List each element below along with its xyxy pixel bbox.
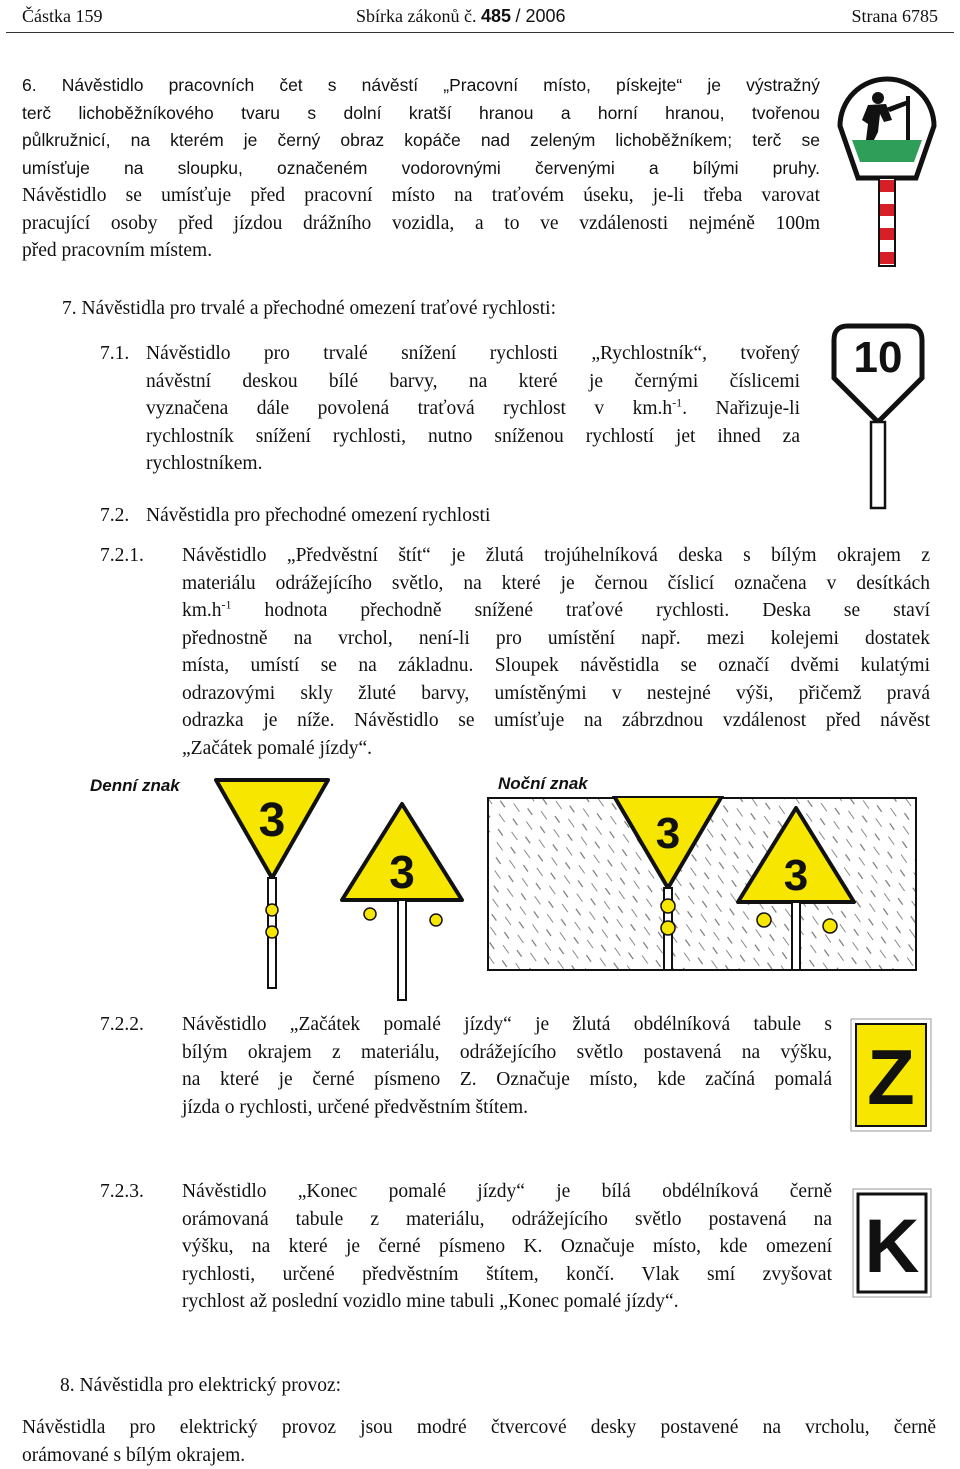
section-6-text-a: 6. Návěstidlo pracovních čet s návěstí „Pracovní místo, pískejte“ je výstražný terč lichoběžníkového tvaru s dolní kratší hranou a horní hranou, tvořenou půlkružnicí, na kterém je černý obraz kopáče nad zeleným lichoběžníkem; terč se umísťuje na sloupku, označeném vodorovnými červenými a bílými pruhy. <box>22 75 820 178</box>
svg-text:3: 3 <box>389 846 415 898</box>
section-7-2-3-number: 7.2.3. <box>100 1181 144 1202</box>
header-year: / 2006 <box>515 6 566 26</box>
end-slow-sign-letter: K <box>864 1204 920 1289</box>
section-7-2-2-number: 7.2.2. <box>100 1014 144 1035</box>
header-rule <box>6 32 954 33</box>
start-slow-sign-letter: Z <box>867 1033 915 1121</box>
night-sign-illustration <box>486 796 918 974</box>
section-7-2-1-number: 7.2.1. <box>100 545 144 566</box>
speed-sign-number: 10 <box>853 333 903 382</box>
predsignal-sign-top-vertex <box>216 780 328 988</box>
header-law-number: 485 <box>480 6 512 26</box>
header-page: Strana 6785 <box>851 6 938 26</box>
section-8-heading: 8. Návěstidla pro elektrický provoz: <box>60 1375 342 1396</box>
section-7-2-number: 7.2. <box>100 505 130 526</box>
section-7-1-number: 7.1. <box>100 343 130 364</box>
section-7-1-text: Návěstidlo pro trvalé snížení rychlosti „Rychlostník“, tvořený návěstní deskou bílé barvy, na které je černými číslicemi vyznačena dále povolená traťová rychlost v $km.h^{-1}$. Nařizuje-li rychlostník snížení rychlosti, nutno sníženou rychlostí jet ihned za rychlostníkem. <box>146 343 800 474</box>
day-sign-illustration <box>200 770 480 1010</box>
speed-sign-post <box>871 422 885 508</box>
striped-post <box>879 178 895 266</box>
section-8-text: Návěstidla pro elektrický provoz jsou modré čtvercové desky postavené na vrcholu, černě orámované s bílým okrajem. <box>22 1417 936 1466</box>
work-site-sign-image <box>834 74 940 268</box>
speed-sign-image <box>828 320 928 510</box>
section-6-text-b: Návěstidlo se umísťuje před pracovní místo na traťovém úseku, je-li třeba varovat pracující osoby před jízdou drážního vozidla, a to ve vzdálenosti nejméně 100m před pracovním místem. <box>22 185 820 261</box>
svg-text:3: 3 <box>783 851 809 900</box>
section-7-heading: 7. Návěstidla pro trvalé a přechodné omezení traťové rychlosti: <box>62 298 557 319</box>
end-slow-sign-image <box>852 1188 932 1298</box>
header-collection-label: Sbírka zákonů č. <box>356 6 477 26</box>
section-7-2-1-text: Návěstidlo „Předvěstní štít“ je žlutá trojúhelníková deska s bílým okrajem z materiálu odrážejícího světlo, na které je černou číslicí označena v desítkách $km.h^{-1}$ hodnota přechodně snížené traťové rychlosti. Deska se staví přednostně na vrchol, není-li pro umístění např. mezi kolejemi dostatek místa, umístí se na základnu. Sloupek návěstidla se označí dvěmi kulatými odrazovými skly žluté barvy, umístěnými v nestejné výši, přičemž pravá odrazka je níže. Návěstidlo se umísťuje na zábrzdnou vzdálenost před návěst „Začátek pomalé jízdy“. <box>182 545 930 759</box>
night-sign-label: Noční znak <box>498 774 588 793</box>
sign-plate <box>840 79 934 178</box>
svg-text:3: 3 <box>258 794 286 847</box>
header-part: Částka 159 <box>22 6 103 26</box>
predsignal-sign-base <box>342 804 462 1000</box>
green-trapezoid <box>852 140 922 162</box>
section-7-2-3-text: Návěstidlo „Konec pomalé jízdy“ je bílá obdélníková černě orámovaná tabule z materiálu, odrážejícího světlo postavená na výšku, na které je černé písmeno K. Označuje místo, kde omezení rychlosti, určené předvěstním štítem, končí. Vlak smí zvyšovat rychlost až poslední vozidlo mine tabuli „Konec pomalé jízdy“. <box>182 1181 832 1312</box>
section-7-2-2-text: Návěstidlo „Začátek pomalé jízdy“ je žlutá obdélníková tabule s bílým okrajem z materiálu, odrážejícího světlo postavená na výšku, na které je černé písmeno Z. Označuje místo, kde začíná pomalá jízda o rychlosti, určené předvěstním štítem. <box>182 1014 832 1118</box>
section-7-2-heading: Návěstidla pro přechodné omezení rychlosti <box>146 505 491 526</box>
svg-text:3: 3 <box>655 809 681 858</box>
header-collection <box>356 6 566 27</box>
start-slow-sign-image <box>850 1018 932 1132</box>
day-sign-label: Denní znak <box>90 776 180 795</box>
